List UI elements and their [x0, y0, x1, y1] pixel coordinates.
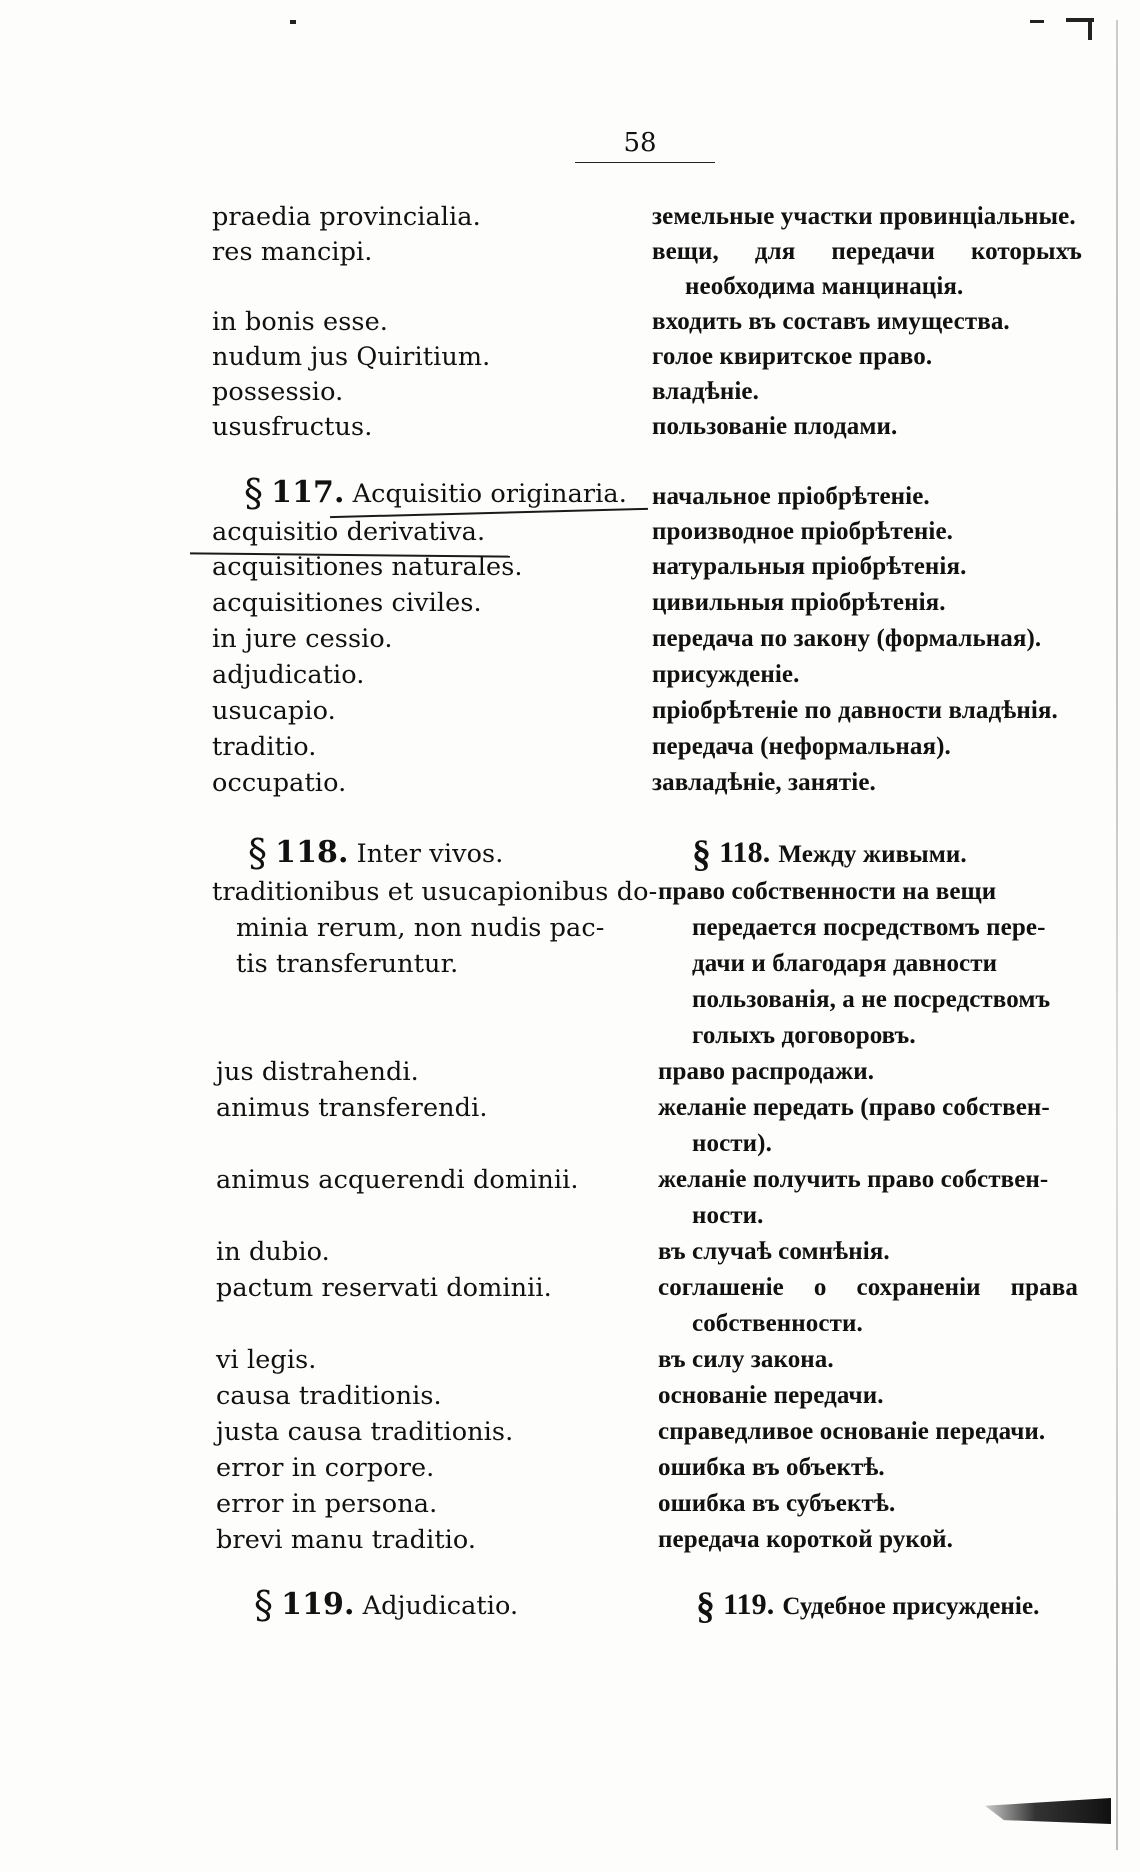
russian-translation: желаніе получить право собствен-	[658, 1166, 1049, 1193]
russian-translation: основаніе передачи.	[658, 1382, 884, 1409]
section-sign: §	[254, 1583, 274, 1627]
word: соглашеніе	[658, 1274, 784, 1301]
latin-maxim-line: tis transferuntur.	[236, 949, 459, 979]
latin-term: possessio.	[212, 377, 344, 407]
russian-translation: пользованіе плодами.	[652, 413, 898, 440]
section-title: Acquisitio originaria.	[352, 479, 627, 509]
section-number: 118.	[275, 835, 349, 870]
russian-maxim-line: передается посредствомъ пере-	[692, 914, 1046, 941]
latin-term: error in persona.	[216, 1489, 438, 1519]
latin-term: animus transferendi.	[216, 1093, 488, 1123]
russian-translation: справедливое основаніе передачи.	[658, 1418, 1046, 1445]
russian-translation: голое квиритское право.	[652, 343, 933, 370]
latin-term: usucapio.	[212, 696, 336, 726]
latin-term: justa causa traditionis.	[216, 1417, 514, 1447]
latin-term: nudum jus Quiritium.	[212, 342, 491, 372]
section-heading-119-russian	[696, 1585, 1040, 1627]
latin-term: brevi manu traditio.	[216, 1525, 477, 1555]
scan-artifact-top	[1088, 22, 1092, 40]
latin-term: acquisitiones civiles.	[212, 588, 482, 618]
section-title: Inter vivos.	[356, 839, 504, 869]
latin-term: vi legis.	[216, 1345, 317, 1375]
latin-term: ususfructus.	[212, 412, 373, 442]
latin-term: adjudicatio.	[212, 660, 365, 690]
word: права	[1010, 1274, 1078, 1301]
latin-term: in dubio.	[216, 1237, 330, 1267]
word: сохраненіи	[856, 1274, 981, 1301]
russian-translation: передача (неформальная).	[652, 733, 951, 760]
section-title: Между живыми.	[778, 841, 967, 868]
section-number: 119.	[723, 1588, 775, 1621]
russian-translation: въ случаѣ сомнѣнія.	[658, 1238, 890, 1265]
word: для	[754, 238, 796, 265]
latin-term: occupatio.	[212, 768, 347, 798]
russian-translation: присужденіе.	[652, 661, 800, 688]
latin-term: in jure cessio.	[212, 624, 393, 654]
russian-translation: ошибка въ субъектѣ.	[658, 1490, 896, 1517]
latin-term: praedia provincialia.	[212, 202, 481, 232]
section-sign: §	[248, 831, 268, 875]
latin-term: acquisitiones naturales.	[212, 552, 523, 582]
scan-page-edge	[1116, 20, 1118, 1850]
russian-translation: ошибка въ объектѣ.	[658, 1454, 885, 1481]
section-heading-119-latin	[254, 1583, 519, 1627]
russian-translation: начальное пріобрѣтеніе.	[652, 483, 930, 510]
russian-translation: входить въ составъ имущества.	[652, 308, 1010, 335]
latin-maxim-line: minia rerum, non nudis pac-	[236, 913, 605, 943]
scan-artifact-top	[1030, 20, 1044, 23]
section-sign: §	[692, 833, 712, 875]
section-heading-117	[244, 471, 627, 515]
section-number: 117.	[271, 475, 345, 510]
russian-translation: завладѣніе, занятіе.	[652, 769, 876, 796]
word: передачи	[831, 238, 935, 265]
russian-translation: земельные участки провинціальные.	[652, 203, 1076, 230]
russian-translation	[652, 235, 1082, 269]
section-number: 118.	[719, 836, 771, 869]
scan-artifact-bottom	[985, 1798, 1111, 1824]
russian-translation: передача короткой рукой.	[658, 1526, 954, 1553]
latin-maxim-line: traditionibus et usucapionibus do-	[212, 877, 658, 907]
scan-artifact-top	[290, 20, 296, 24]
russian-translation: владѣніе.	[652, 378, 759, 405]
latin-term: jus distrahendi.	[216, 1057, 419, 1087]
russian-translation: собственности.	[692, 1310, 863, 1337]
russian-translation: право распродажи.	[658, 1058, 875, 1085]
latin-term: acquisitio derivativa.	[212, 517, 486, 547]
section-sign: §	[244, 471, 264, 515]
latin-term: causa traditionis.	[216, 1381, 442, 1411]
russian-translation: цивильныя пріобрѣтенія.	[652, 589, 946, 616]
russian-maxim-line: право собственности на вещи	[658, 878, 997, 905]
russian-translation: производное пріобрѣтеніе.	[652, 518, 953, 545]
russian-translation: передача по закону (формальная).	[652, 625, 1042, 652]
latin-term: res mancipi.	[212, 237, 373, 267]
latin-term: pactum reservati dominii.	[216, 1273, 552, 1303]
latin-term: in bonis esse.	[212, 307, 388, 337]
russian-maxim-line: пользованія, а не посредствомъ	[692, 986, 1051, 1013]
section-heading-118-russian	[692, 833, 967, 875]
section-sign: §	[696, 1585, 716, 1627]
section-title: Adjudicatio.	[362, 1591, 519, 1621]
word: о	[813, 1274, 827, 1301]
page-number: 58	[623, 128, 657, 158]
russian-translation: ности).	[692, 1130, 772, 1157]
latin-term: animus acquerendi dominii.	[216, 1165, 579, 1195]
latin-term: error in corpore.	[216, 1453, 435, 1483]
russian-translation	[658, 1271, 1078, 1305]
word: вещи,	[652, 238, 719, 265]
latin-term: traditio.	[212, 732, 317, 762]
russian-maxim-line: дачи и благодаря давности	[692, 950, 998, 977]
russian-translation: въ силу закона.	[658, 1346, 834, 1373]
russian-translation: необходима манцинація.	[685, 273, 964, 300]
russian-maxim-line: голыхъ договоровъ.	[692, 1022, 916, 1049]
russian-translation: ности.	[692, 1202, 764, 1229]
section-title: Судебное присужденіе.	[782, 1593, 1040, 1620]
russian-translation: желаніе передать (право собствен-	[658, 1094, 1050, 1121]
page-number-rule	[575, 162, 715, 163]
russian-translation: пріобрѣтеніе по давности владѣнія.	[652, 697, 1058, 724]
section-number: 119.	[281, 1587, 355, 1622]
section-heading-118-latin	[248, 831, 504, 875]
word: которыхъ	[970, 238, 1082, 265]
russian-translation: натуральныя пріобрѣтенія.	[652, 553, 967, 580]
